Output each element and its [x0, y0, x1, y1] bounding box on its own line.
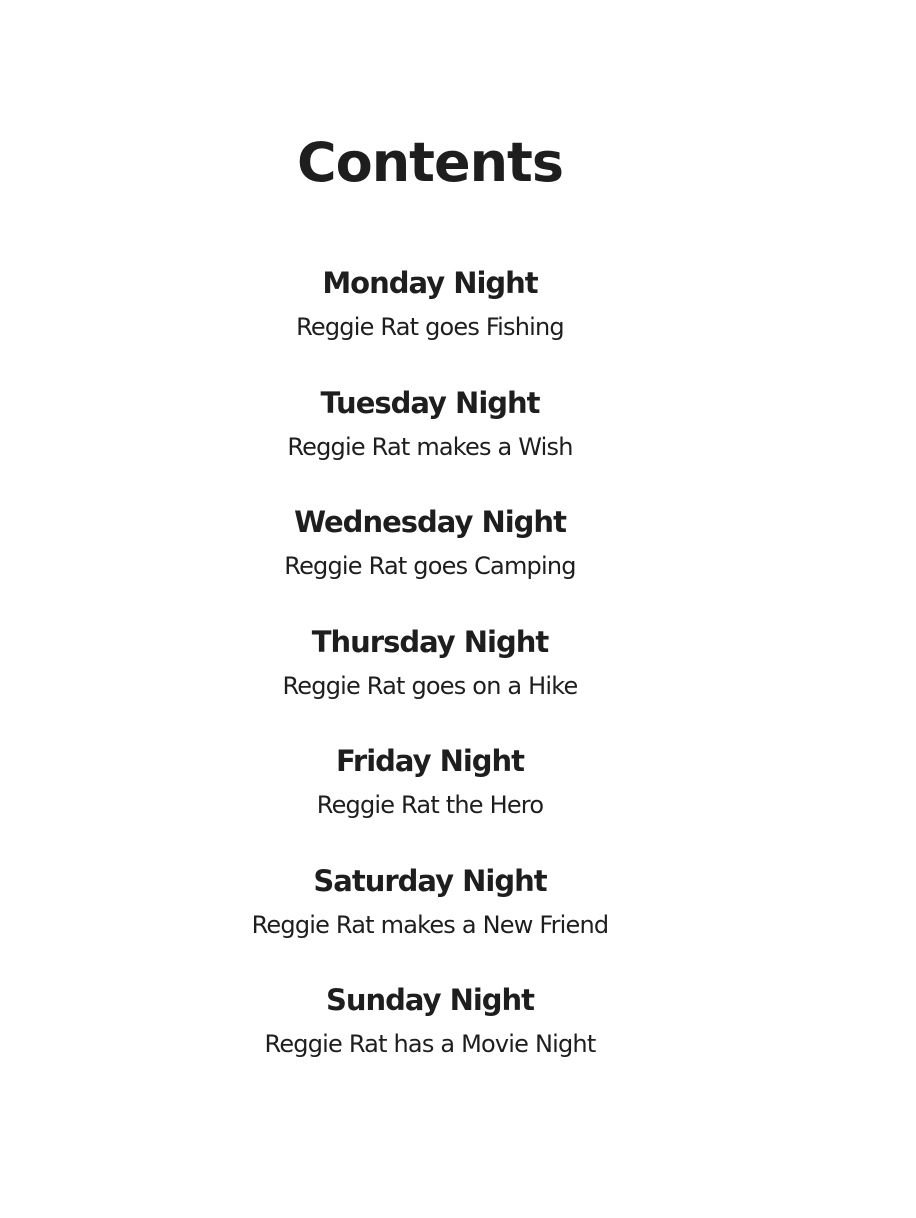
- entry-heading: Sunday Night: [325, 983, 535, 1017]
- contents-entry-wednesday: [0, 501, 860, 621]
- contents-entry-tuesday: [0, 382, 860, 502]
- entry-heading: Saturday Night: [313, 863, 547, 898]
- contents-entry-friday: [0, 740, 860, 860]
- entry-heading: Friday Night: [335, 744, 525, 778]
- contents-entry-saturday: [0, 860, 860, 980]
- contents-list: [0, 262, 860, 1099]
- contents-entry-thursday: [0, 621, 860, 741]
- entry-heading: Wednesday Night: [294, 505, 566, 539]
- contents-entry-monday: [0, 262, 860, 382]
- entry-subtitle: Reggie Rat goes on a Hike: [282, 671, 578, 700]
- entry-subtitle: Reggie Rat has a Movie Night: [264, 1030, 596, 1058]
- page-title: Contents: [296, 131, 563, 194]
- entry-subtitle: Reggie Rat makes a Wish: [287, 432, 573, 461]
- entry-subtitle: Reggie Rat makes a New Friend: [251, 910, 609, 939]
- entry-heading: Monday Night: [322, 266, 538, 300]
- contents-entry-sunday: [0, 979, 860, 1099]
- entry-subtitle: Reggie Rat goes Fishing: [296, 313, 564, 341]
- entry-heading: Thursday Night: [311, 624, 549, 659]
- entry-heading: Tuesday Night: [320, 385, 540, 420]
- entry-subtitle: Reggie Rat the Hero: [316, 791, 544, 819]
- entry-subtitle: Reggie Rat goes Camping: [284, 552, 576, 580]
